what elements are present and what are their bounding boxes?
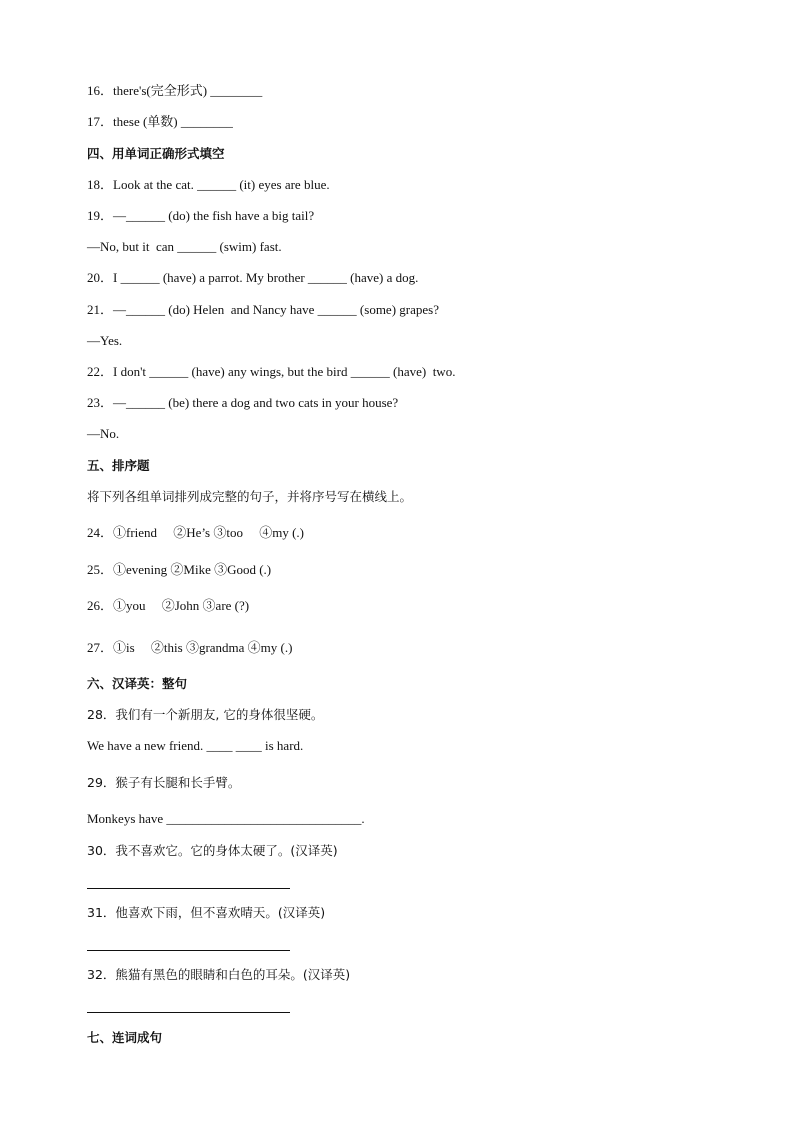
answer-line-30[interactable] xyxy=(87,888,290,889)
question-30: 30．我不喜欢它。它的身体太硬了。(汉译英) xyxy=(87,843,338,858)
question-21-line-1: 21．—______ (do) Helen and Nancy have ______ (some) grapes? xyxy=(87,302,439,317)
section-heading-4: 四、用单词正确形式填空 xyxy=(87,146,225,161)
question-21-line-2: —Yes. xyxy=(87,333,123,348)
question-19-line-1: 19．—______ (do) the fish have a big tail? xyxy=(87,208,315,223)
section-heading-5: 五、排序题 xyxy=(87,458,150,473)
question-24: 24．①friend ②He’s ③too ④my (.) xyxy=(87,525,305,540)
question-19-line-2: —No, but it can ______ (swim) fast. xyxy=(87,239,282,254)
section-5-instruction: 将下列各组单词排列成完整的句子，并将序号写在横线上。 xyxy=(87,489,413,504)
question-20: 20．I ______ (have) a parrot. My brother ______ (have) a dog. xyxy=(87,270,419,285)
question-29-english: Monkeys have ______________________________. xyxy=(87,811,365,826)
question-18: 18．Look at the cat. ______ (it) eyes are blue. xyxy=(87,177,330,192)
answer-line-31[interactable] xyxy=(87,950,290,951)
question-29: 29．猴子有长腿和长手臂。 xyxy=(87,775,241,790)
section-heading-6: 六、汉译英：整句 xyxy=(87,676,188,691)
answer-line-32[interactable] xyxy=(87,1012,290,1013)
question-16: 16．there's(完全形式) ________ xyxy=(87,83,263,98)
question-23-line-1: 23．—______ (be) there a dog and two cats in your house? xyxy=(87,395,399,410)
question-23-line-2: —No. xyxy=(87,426,120,441)
question-17: 17．these (单数) ________ xyxy=(87,114,233,129)
question-25: 25．①evening ②Mike ③Good (.) xyxy=(87,562,272,577)
question-28: 28．我们有一个新朋友, 它的身体很坚硬。 xyxy=(87,707,324,722)
section-heading-7: 七、连词成句 xyxy=(87,1030,163,1045)
question-28-english: We have a new friend. ____ ____ is hard. xyxy=(87,738,304,753)
question-32: 32．熊猫有黑色的眼睛和白色的耳朵。(汉译英) xyxy=(87,967,351,982)
question-26: 26．①you ②John ③are (?) xyxy=(87,598,250,613)
question-27: 27．①is ②this ③grandma ④my (.) xyxy=(87,640,293,655)
question-22: 22．I don't ______ (have) any wings, but the bird ______ (have) two. xyxy=(87,364,456,379)
question-31: 31．他喜欢下雨，但不喜欢晴天。(汉译英) xyxy=(87,905,326,920)
